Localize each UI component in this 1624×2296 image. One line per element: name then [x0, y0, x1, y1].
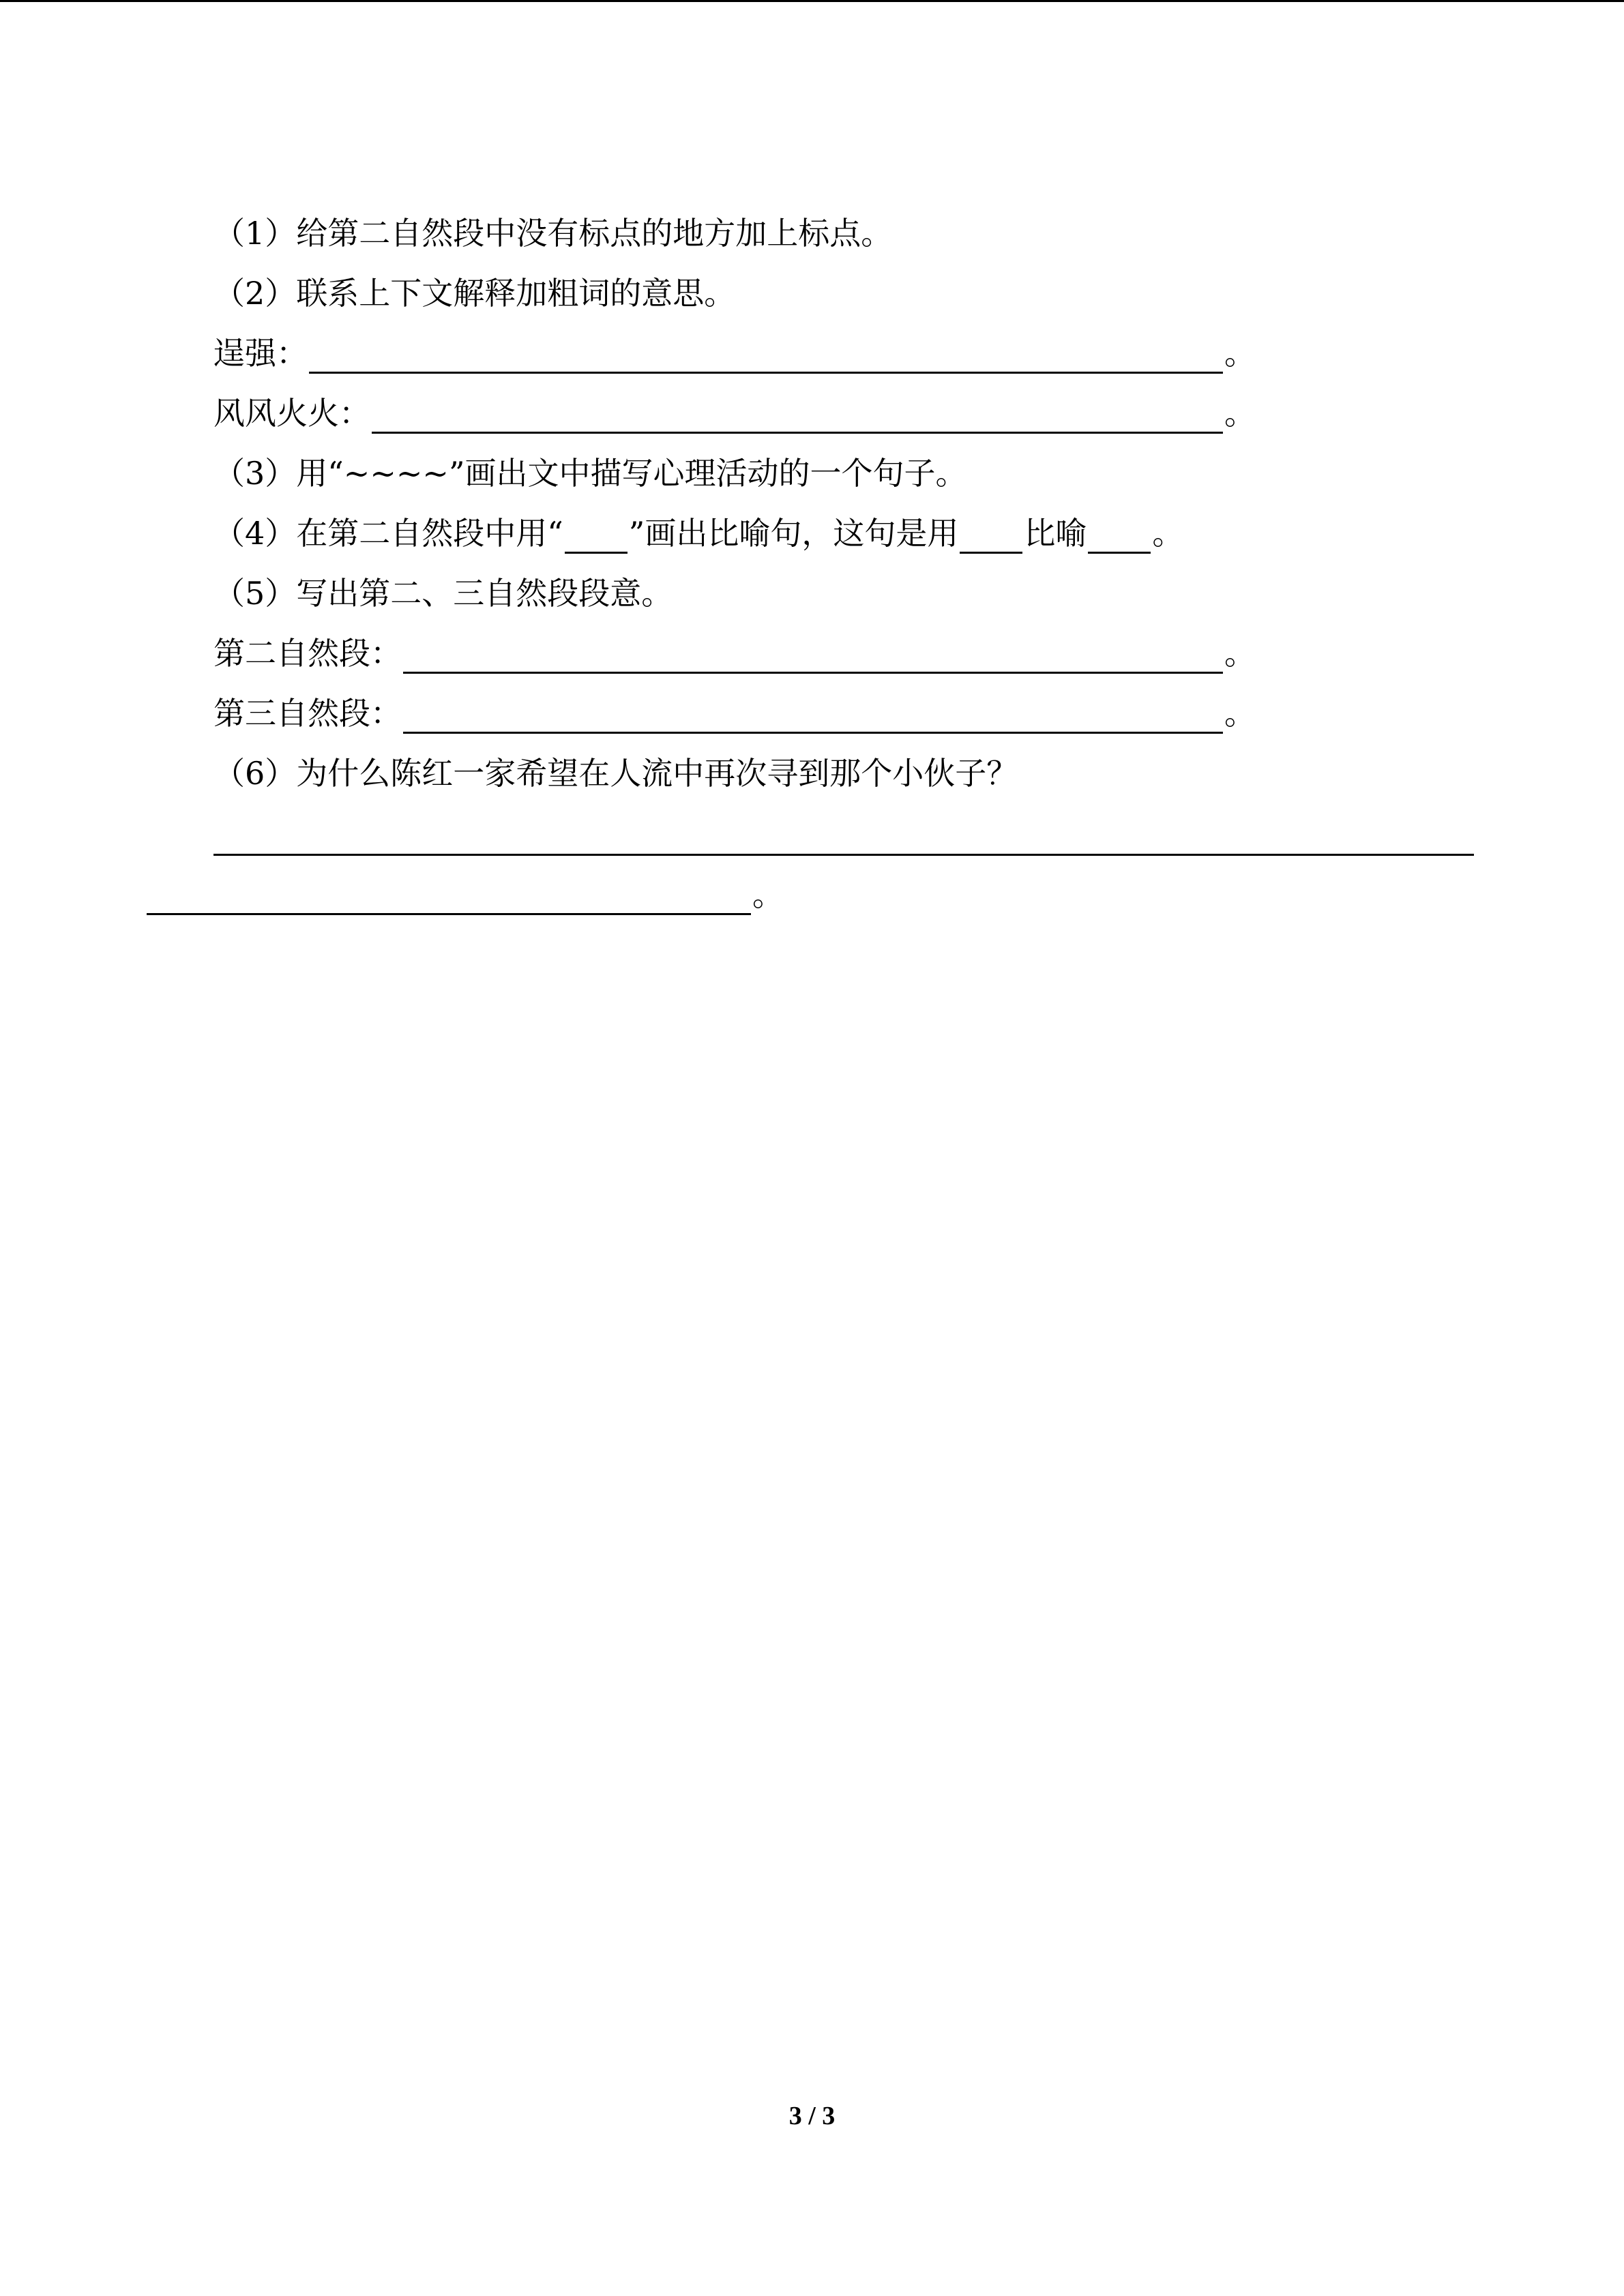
page-top-border — [0, 0, 1624, 2]
paragraph-3-period: 。 — [1224, 695, 1256, 732]
question-4-period: 。 — [1152, 515, 1184, 552]
word-1-label: 逞强： — [213, 335, 308, 372]
question-6-period: 。 — [752, 876, 784, 913]
question-5 — [213, 573, 673, 614]
word-2-label: 风风火火： — [213, 395, 370, 432]
question-6-answer-line-1[interactable] — [213, 854, 1474, 856]
word-1-period: 。 — [1224, 335, 1256, 372]
question-4-text-compare: 比喻 — [1024, 515, 1087, 552]
paragraph-2-period: 。 — [1224, 635, 1256, 672]
paragraph-3-answer-blank[interactable] — [403, 702, 1223, 734]
question-1-text: （1）给第二自然段中没有标点的地方加上标点。 — [213, 215, 893, 252]
paragraph-3-label: 第三自然段： — [213, 695, 402, 732]
question-1 — [213, 213, 892, 254]
word-2-answer-blank[interactable] — [372, 402, 1223, 434]
question-3 — [213, 453, 966, 494]
answer-row-word-1 — [213, 333, 1256, 374]
question-4-object-blank[interactable] — [1088, 522, 1151, 554]
page-number: 3 / 3 — [788, 2102, 836, 2130]
question-6-answer-line-2[interactable] — [147, 883, 751, 915]
question-4-text-middle: ”画出比喻句，这句是用 — [628, 515, 959, 552]
question-5-text: （5）写出第二、三自然段段意。 — [213, 575, 673, 612]
question-3-text: （3）用“~~~~”画出文中描写心理活动的一个句子。 — [213, 455, 967, 492]
paragraph-2-label: 第二自然段： — [213, 635, 402, 672]
question-6 — [213, 753, 1018, 794]
question-2-text: （2）联系上下文解释加粗词的意思。 — [213, 275, 736, 312]
question-6-text: （6）为什么陈红一家希望在人流中再次寻到那个小伙子？ — [213, 755, 1018, 792]
paragraph-2-answer-blank[interactable] — [403, 642, 1223, 674]
question-2 — [213, 273, 735, 314]
question-4-text-start: （4）在第二自然段中用“ — [213, 515, 563, 552]
answer-row-paragraph-2 — [213, 633, 1256, 674]
question-4 — [213, 513, 1183, 554]
answer-row-word-2 — [213, 393, 1256, 434]
question-6-answer-row-2 — [147, 874, 784, 915]
question-4-mark-blank[interactable] — [565, 522, 628, 554]
answer-row-paragraph-3 — [213, 693, 1256, 734]
word-1-answer-blank[interactable] — [309, 342, 1223, 374]
question-4-subject-blank[interactable] — [960, 522, 1022, 554]
word-2-period: 。 — [1224, 395, 1256, 432]
